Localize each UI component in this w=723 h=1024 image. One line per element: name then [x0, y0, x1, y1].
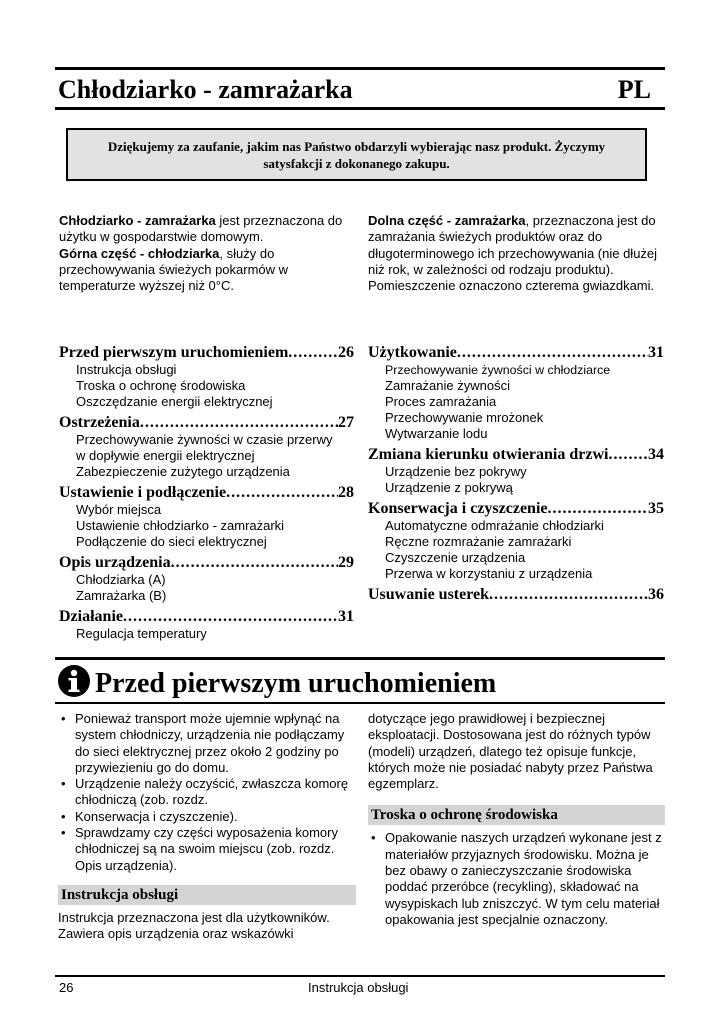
- toc-entry-page: 29: [338, 554, 354, 571]
- toc-subentry: Zamrażarka (B): [76, 588, 167, 603]
- intro-fridge-text: , służy do przechowywania świeżych pokarmów w temperaturze wyższej niż 0°C.: [59, 245, 289, 294]
- toc-subentry: Troska o ochronę środowiska: [76, 378, 246, 393]
- toc-leader-dots: [489, 585, 648, 604]
- toc-subentry: Wybór miejsca: [76, 502, 162, 517]
- toc-subentry: Automatyczne odmrażanie chłodziarki: [385, 518, 604, 533]
- section-bottom-rule: [55, 702, 665, 704]
- toc-leader-dots: [171, 553, 338, 572]
- footer-rule: [55, 975, 665, 977]
- header-top-rule: [55, 67, 665, 70]
- page-number: 26: [59, 980, 74, 995]
- toc-entry-page: 31: [338, 608, 354, 625]
- toc-entry: [59, 553, 354, 572]
- list-item: • Ponieważ transport może ujemnie wpłynąć na system chłodniczy, urządzenia nie podłączamy do sieci elektrycznej przez około 2 godziny po przywiezieniu go do domu.: [58, 711, 356, 776]
- section-top-rule: [55, 657, 665, 660]
- toc-leader-dots: [288, 343, 338, 362]
- toc-leader-dots: [608, 445, 648, 464]
- section-right: [368, 711, 665, 928]
- toc-entry-page: 27: [338, 414, 354, 431]
- toc-entry: [59, 607, 354, 626]
- toc-entry-page: 28: [338, 484, 354, 501]
- page-title: Chłodziarko - zamrażarka: [58, 75, 353, 104]
- toc-entry: [368, 343, 664, 362]
- toc-subentry: Chłodziarka (A): [76, 572, 166, 587]
- info-icon: [58, 665, 90, 697]
- toc-subentry: Instrukcja obsługi: [76, 362, 177, 377]
- toc-entry-title: Użytkowanie: [368, 344, 457, 361]
- toc-entry: [59, 413, 354, 432]
- toc-entry: [368, 445, 664, 464]
- list-item: • Sprawdzamy czy części wyposażenia komory chłodniczej są na swoim miejscu (zob. rozdz. Opis urządzenia).: [58, 825, 356, 874]
- section-title: Przed pierwszym uruchomieniem: [95, 668, 497, 699]
- manual-text: Instrukcja przeznaczona jest dla użytkowników. Zawiera opis urządzenia oraz wskazówki: [58, 909, 330, 942]
- footer-label: Instrukcja obsługi: [308, 980, 409, 995]
- toc-subentry: Przechowywanie mrożonek: [385, 410, 544, 425]
- toc-entry-page: 31: [648, 344, 664, 361]
- intro-fridge-freezer-text: jest przeznaczona do użytku w gospodarstwie domowym.: [59, 213, 343, 245]
- toc-subentry: Podłączenie do sieci elektrycznej: [76, 534, 267, 549]
- toc-entry: [59, 483, 354, 502]
- manual-text-continued: dotyczące jego prawidłowej i bezpiecznej eksploatacji. Dostosowana jest do różnych typów (modeli) urządzeń, dlatego też opisuje funkcje, których może nie posiadać nabyty przez Państwa egzemplarz.: [368, 711, 653, 792]
- toc-entry-title: Usuwanie usterek: [368, 586, 490, 603]
- toc-subentry: Oszczędzanie energii elektrycznej: [76, 394, 273, 409]
- toc-left: [59, 343, 354, 642]
- toc-subentry: Ręczne rozmrażanie zamrażarki: [385, 534, 572, 549]
- intro-freezer-text: , przeznaczona jest do zamrażania świeżych produktów oraz do długoterminowego ich przechowywania (nie dłużej niż rok, w zależności od rodzaju produktu). Pomieszczenie oznaczono czterema gwiazdkami.: [368, 213, 658, 294]
- toc-entry-title: Zmiana kierunku otwierania drzwi: [368, 446, 609, 463]
- toc-subentry: Proces zamrażania: [385, 394, 497, 409]
- toc-subentry: Regulacja temperatury: [76, 626, 207, 641]
- toc-entry-title: Konserwacja i czyszczenie: [368, 500, 548, 517]
- toc-subentry: Zabezpieczenie zużytego urządzenia: [76, 464, 290, 479]
- thanks-text: Dziękujemy za zaufanie, jakim nas Państwo obdarzyli wybierając nasz produkt. Życzymy satysfakcji z dokonanego zakupu.: [107, 138, 606, 171]
- toc-entry-title: Ostrzeżenia: [59, 414, 140, 431]
- environment-list: [368, 830, 665, 928]
- intro-fridge-freezer-term: Chłodziarko - zamrażarka: [59, 213, 216, 228]
- header-bottom-rule: [55, 107, 665, 110]
- toc-subentry: Wytwarzanie lodu: [385, 426, 488, 441]
- manual-heading: Instrukcja obsługi: [58, 885, 356, 905]
- toc-subentry: Urządzenie z pokrywą: [385, 480, 513, 495]
- environment-heading: Troska o ochronę środowiska: [368, 805, 665, 825]
- toc-subentry: w dopływie energii elektrycznej: [76, 448, 255, 463]
- toc-right: [368, 343, 664, 604]
- intro-freezer-term: Dolna część - zamrażarka: [368, 213, 526, 228]
- toc-entry: [368, 585, 664, 604]
- toc-subentry: Przerwa w korzystaniu z urządzenia: [385, 566, 593, 581]
- toc-leader-dots: [457, 343, 648, 362]
- toc-subentry: Urządzenie bez pokrywy: [385, 464, 527, 479]
- toc-leader-dots: [226, 483, 338, 502]
- toc-leader-dots: [123, 607, 338, 626]
- toc-subentry: Czyszczenie urządzenia: [385, 550, 526, 565]
- toc-leader-dots: [547, 499, 648, 518]
- intro-fridge-term: Górna część - chłodziarka: [59, 245, 220, 261]
- toc-entry-page: 26: [338, 344, 354, 361]
- toc-entry-title: Opis urządzenia: [59, 554, 171, 571]
- prep-list: [58, 711, 356, 874]
- toc-entry: [368, 499, 664, 518]
- list-item: • Opakowanie naszych urządzeń wykonane jest z materiałów przyjaznych środowisku. Można je bez obawy o zanieczyszczanie środowiska poddać przeróbce (recykling), składować na wysypiskach lub zniszczyć. W tym celu materiał opakowania jest specjalnie oznaczony.: [368, 830, 665, 928]
- thanks-box: [66, 128, 647, 181]
- toc-entry: [59, 343, 354, 362]
- language-code: PL: [617, 75, 651, 104]
- list-item: • Urządzenie należy oczyścić, zwłaszcza komorę chłodniczą (zob. rozdz.: [58, 776, 356, 809]
- toc-leader-dots: [140, 413, 338, 432]
- toc-entry-title: Ustawienie i podłączenie: [59, 484, 227, 501]
- list-item: • Konserwacja i czyszczenie).: [58, 809, 356, 825]
- toc-entry-page: 36: [648, 586, 664, 603]
- toc-entry-page: 35: [648, 500, 664, 517]
- section-left: [58, 711, 356, 943]
- toc-entry-title: Przed pierwszym uruchomieniem: [59, 344, 289, 361]
- toc-subentry: Zamrażanie żywności: [385, 378, 510, 393]
- toc-subentry: Przechowywanie żywności w czasie przerwy: [76, 432, 333, 447]
- toc-subentry: Przechowywanie żywności w chłodziarce: [385, 363, 611, 377]
- intro-right: [368, 213, 666, 294]
- toc-entry-title: Działanie: [59, 608, 123, 625]
- intro-left: [59, 213, 349, 294]
- toc-subentry: Ustawienie chłodziarko - zamrażarki: [76, 518, 285, 533]
- toc-entry-page: 34: [648, 446, 664, 463]
